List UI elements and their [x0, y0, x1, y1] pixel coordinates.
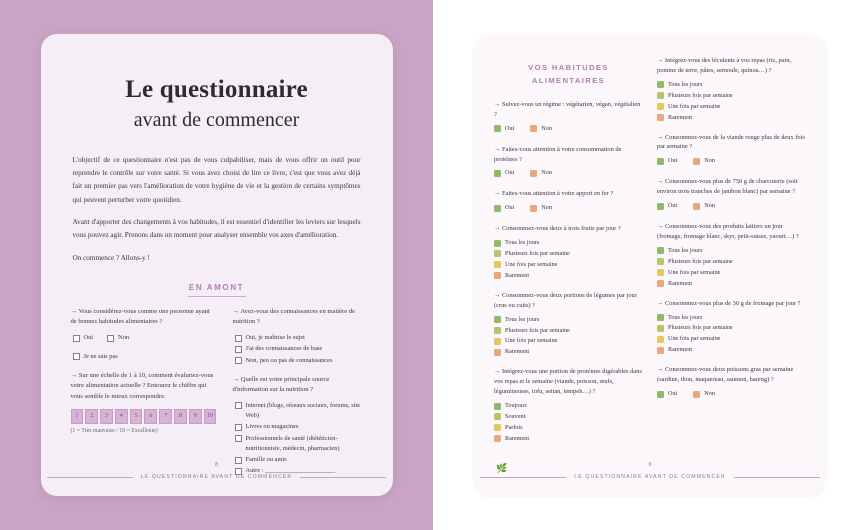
option-label: Une fois par semaine — [505, 260, 558, 268]
option-item[interactable] — [494, 238, 643, 248]
checkbox-icon[interactable] — [693, 203, 700, 210]
section-divider — [188, 296, 246, 297]
rating-scale[interactable] — [71, 409, 217, 424]
left-page-content — [41, 34, 393, 485]
option-label: Tous les jours — [505, 239, 540, 247]
checkbox-icon[interactable] — [494, 261, 501, 268]
option-item[interactable] — [530, 203, 552, 213]
question-text: → Quelle est votre principale source d'information sur la nutrition ? — [232, 375, 330, 394]
checkbox-icon[interactable] — [494, 272, 501, 279]
option-item[interactable] — [657, 102, 806, 112]
option-label: Famille ou amis — [245, 456, 287, 463]
option-label: Plusieurs fois par semaine — [668, 91, 733, 99]
right-questions-columns — [494, 56, 806, 496]
checkbox-icon[interactable] — [494, 424, 501, 431]
option-label: Une fois par semaine — [668, 335, 721, 343]
option-item[interactable] — [494, 124, 514, 134]
intro-paragraph: Avant d'apporter des changements à vos habitudes, il est essentiel d'identifier les leviers sur lesquels vous pouvez agir. Prenons dans un moment pour analyser ensemble vos axes d'amélioration. — [72, 218, 361, 240]
question-text: → Avez-vous des connaissances en matière de nutrition ? — [232, 307, 356, 326]
option-item[interactable] — [494, 423, 643, 433]
answer-options — [494, 238, 643, 281]
intro-paragraph: L'objectif de ce questionnaire n'est pas de vous culpabiliser, mais de vous offrir un outil pour reprendre le contrôle sur votre santé. Si vous avez choisi de lire ce livre, c'est que vous avez déjà fait un premier pas vers l'amélioration de votre hygiène de vie et la gestion de certains symptômes qui peuvent perturber votre quotidien. — [72, 155, 361, 204]
checkbox-icon[interactable] — [494, 338, 501, 345]
answer-options — [235, 333, 363, 366]
page-number: 9 — [648, 462, 652, 468]
footer-rule-right — [734, 477, 820, 478]
question-text: → Consommez-vous deux poissons gras par semaine (sardine, thon, maquereau, saumon, hareng) ? — [657, 366, 794, 384]
option-label: Oui — [668, 157, 678, 165]
question-text: → Intégrez-vous une portion de protéines digérables dans vos repas et le semaine (viande, poisson, œufs, légumineuses, tofu, seitan, tempeh…) ? — [494, 368, 642, 396]
option-item[interactable] — [657, 91, 806, 101]
checkbox-icon[interactable] — [494, 170, 501, 177]
option-label: Tous les jours — [668, 246, 703, 254]
checkbox-icon[interactable] — [657, 314, 664, 321]
option-label: Professionnels de santé (diététicien-nutritionniste, médecin, pharmacien) — [245, 434, 340, 452]
checkbox-icon[interactable] — [657, 203, 664, 210]
option-item[interactable] — [657, 334, 806, 344]
right-page-card — [474, 34, 826, 496]
footer-rule-right — [300, 477, 386, 478]
option-label: Une fois par semaine — [668, 268, 721, 276]
scale-cell[interactable]: 10 — [204, 409, 217, 424]
checkbox-icon[interactable] — [657, 336, 664, 343]
checkbox-icon[interactable] — [657, 347, 664, 354]
checkbox-icon[interactable] — [494, 250, 501, 257]
checkbox-icon[interactable] — [73, 335, 80, 342]
checkbox-icon[interactable] — [235, 335, 242, 342]
option-item[interactable] — [494, 260, 643, 270]
option-item[interactable] — [494, 434, 643, 444]
right-column-1 — [494, 56, 643, 496]
scale-cell[interactable]: 6 — [144, 409, 157, 424]
option-label: J'ai des connaissances de base — [245, 345, 323, 353]
scale-cell[interactable]: 5 — [130, 409, 143, 424]
page-number: 8 — [214, 462, 219, 468]
answer-options — [494, 124, 643, 135]
option-item[interactable] — [107, 333, 129, 343]
option-label: Souvent — [505, 413, 526, 421]
option-label: Non — [541, 204, 552, 212]
checkbox-icon[interactable] — [494, 205, 501, 212]
option-label: Tous les jours — [668, 313, 703, 321]
answer-options — [657, 156, 806, 167]
checkbox-icon[interactable] — [494, 403, 501, 410]
section-heading-habitudes — [494, 62, 643, 88]
option-item[interactable] — [494, 168, 514, 178]
checkbox-icon[interactable] — [657, 247, 664, 254]
answer-options — [494, 315, 643, 358]
checkbox-icon[interactable] — [657, 269, 664, 276]
option-label: Oui — [668, 202, 678, 210]
option-label: Oui — [83, 334, 94, 342]
option-item[interactable] — [494, 315, 643, 325]
question-text: → Consommez-vous deux à trois fruits par jour ? — [494, 225, 621, 233]
option-item[interactable] — [693, 389, 715, 399]
option-item[interactable] — [657, 279, 806, 289]
option-label: Non — [541, 169, 552, 177]
option-item[interactable] — [235, 333, 363, 343]
answer-options — [494, 203, 643, 214]
option-label: Plusieurs fois par semaine — [505, 326, 570, 334]
option-label: Rarement — [505, 348, 530, 356]
option-item[interactable] — [657, 257, 806, 267]
checkbox-icon[interactable] — [235, 424, 242, 431]
section-heading-line1: VOS HABITUDES — [528, 63, 609, 72]
option-label: Rarement — [668, 346, 693, 354]
leaf-icon: 🌿 — [496, 463, 508, 473]
section-heading-line2: ALIMENTAIRES — [531, 75, 606, 85]
page-footer — [474, 474, 826, 480]
footer-text: LE QUESTIONNAIRE AVANT DE COMMENCER — [140, 474, 293, 480]
option-item[interactable] — [494, 412, 643, 422]
option-item[interactable] — [530, 168, 552, 178]
option-label: Toujours — [505, 402, 527, 410]
option-label: Non — [541, 124, 552, 132]
option-item[interactable] — [530, 124, 552, 134]
checkbox-icon[interactable] — [530, 125, 537, 132]
checkbox-icon[interactable] — [494, 125, 501, 132]
option-label: Rarement — [668, 113, 693, 121]
option-item[interactable] — [693, 156, 715, 166]
option-item[interactable] — [494, 271, 643, 281]
footer-rule-left — [480, 477, 566, 478]
option-label: Oui — [668, 390, 678, 398]
footer-text: LE QUESTIONNAIRE AVANT DE COMMENCER — [574, 474, 726, 480]
option-label: Non, peu ou pas de connaissances — [245, 356, 333, 364]
question-text: → Faites-vous attention à votre apport en fer ? — [494, 190, 614, 198]
checkbox-icon[interactable] — [530, 205, 537, 212]
checkbox-icon[interactable] — [693, 391, 700, 398]
option-item[interactable] — [494, 347, 643, 357]
checkbox-icon[interactable] — [693, 158, 700, 165]
page-subtitle: avant de commencer — [133, 108, 300, 131]
option-item[interactable] — [494, 203, 514, 213]
option-item[interactable] — [657, 113, 806, 123]
option-label: Oui — [505, 204, 515, 212]
intro-paragraph: On commence ? Allons-y ! — [72, 253, 150, 262]
option-label: Tous les jours — [668, 80, 703, 88]
left-page-card — [41, 34, 393, 496]
scale-cell[interactable]: 2 — [85, 409, 98, 424]
question-text: → Consommez-vous de la viande rouge plus de deux fois par semaine ? — [657, 133, 805, 151]
right-page-content — [474, 34, 826, 496]
option-label: Rarement — [505, 271, 530, 279]
answer-options — [657, 246, 806, 289]
option-item[interactable] — [235, 401, 363, 421]
checkbox-icon[interactable] — [494, 327, 501, 334]
option-item[interactable] — [657, 323, 806, 333]
right-column-2 — [657, 56, 806, 496]
checkbox-icon[interactable] — [657, 81, 664, 88]
option-label: Non — [704, 202, 715, 210]
checkbox-icon[interactable] — [657, 280, 664, 287]
checkbox-icon[interactable] — [235, 435, 242, 442]
checkbox-icon[interactable] — [657, 258, 664, 265]
option-item[interactable] — [235, 422, 363, 432]
option-item[interactable] — [235, 356, 363, 366]
option-item[interactable] — [657, 313, 806, 323]
question-text: → Consommez-vous plus de 750 g de charcuterie (soit environ trois tranches de jambon blanc) par semaine ? — [657, 178, 798, 196]
option-label: Livres ou magazines — [245, 423, 299, 431]
option-label: Non — [704, 390, 715, 398]
option-label: Non — [118, 334, 130, 342]
checkbox-icon[interactable] — [530, 170, 537, 177]
scale-cell[interactable]: 1 — [71, 409, 84, 424]
checkbox-icon[interactable] — [494, 349, 501, 356]
option-item[interactable] — [657, 389, 677, 399]
option-item[interactable] — [494, 401, 643, 411]
scale-cell[interactable]: 8 — [174, 409, 187, 424]
checkbox-icon[interactable] — [494, 240, 501, 247]
checkbox-icon[interactable] — [73, 353, 80, 360]
checkbox-icon[interactable] — [494, 435, 501, 442]
checkbox-icon[interactable] — [107, 335, 114, 342]
scale-cell[interactable]: 7 — [159, 409, 172, 424]
question-text: → Consommez-vous deux portions de légumes par jour (crus ou cuits) ? — [494, 291, 637, 309]
option-item[interactable] — [494, 249, 643, 259]
left-page — [0, 0, 433, 530]
checkbox-icon[interactable] — [235, 357, 242, 364]
checkbox-icon[interactable] — [657, 92, 664, 99]
section-heading-en-amont: EN AMONT — [188, 282, 245, 292]
question-text: → Faites-vous attention à votre consommation de protéines ? — [494, 145, 622, 163]
checkbox-icon[interactable] — [657, 103, 664, 110]
option-item[interactable] — [657, 156, 677, 166]
answer-options — [657, 201, 806, 212]
option-label: Non — [704, 157, 715, 165]
checkbox-icon[interactable] — [657, 114, 664, 121]
option-item[interactable] — [73, 333, 94, 343]
option-label: Je ne sais pas — [83, 352, 118, 360]
questions-columns — [71, 307, 363, 485]
option-label: Internet (blogs, réseaux sociaux, forums, site Web) — [245, 401, 361, 419]
question-text: → Sur une échelle de 1 à 10, comment évaluriez-vous votre alimentation actuelle ? Entourez le chiffre qui vous semble le mieux correspondre. — [70, 371, 214, 400]
answer-options — [657, 80, 806, 123]
footer-rule-left — [47, 477, 133, 478]
option-label: Plusieurs fois par semaine — [505, 250, 570, 258]
option-item[interactable] — [693, 201, 715, 211]
checkbox-icon[interactable] — [657, 158, 664, 165]
right-page — [433, 0, 867, 530]
option-item[interactable] — [494, 326, 643, 336]
option-label: Une fois par semaine — [668, 102, 721, 110]
page-title: Le questionnaire — [125, 76, 308, 103]
answer-options — [494, 168, 643, 179]
answer-options — [494, 401, 643, 444]
question-text: → Consommez-vous plus de 30 g de fromage par jour ? — [657, 299, 801, 307]
option-label: Rarement — [505, 434, 530, 442]
option-label: Rarement — [668, 279, 693, 287]
option-item[interactable] — [657, 268, 806, 278]
option-item[interactable] — [235, 344, 363, 354]
option-label: Autre : ______________________ — [245, 467, 336, 475]
checkbox-icon[interactable] — [494, 413, 501, 420]
questions-column-1 — [71, 307, 217, 485]
checkbox-icon[interactable] — [235, 346, 242, 353]
option-item[interactable] — [73, 352, 217, 362]
answer-options — [73, 333, 217, 343]
question-text: → Suivez-vous un régime : végétarien, végan, végétalien ? — [494, 100, 641, 118]
answer-options — [657, 313, 806, 356]
scale-cell[interactable]: 4 — [115, 409, 128, 424]
option-item[interactable] — [657, 201, 677, 211]
option-item[interactable] — [235, 434, 363, 454]
checkbox-icon[interactable] — [657, 391, 664, 398]
question-text: → Intégrez-vous des féculents à vos repas (riz, pain, pomme de terre, pâtes, semoule, quinoa…) ? — [657, 57, 792, 74]
option-label: Oui — [505, 124, 515, 132]
scale-cell[interactable]: 3 — [100, 409, 113, 424]
question-text: → Vous considérez-vous comme une personne ayant de bonnes habitudes alimentaires ? — [70, 307, 210, 326]
option-label: Plusieurs fois par semaine — [668, 257, 733, 265]
question-text: → Consommez-vous des produits laitiers un jour (fromage, fromage blanc, skyr, petit-suisse, yaourt…) ? — [657, 223, 799, 240]
option-label: Oui, je maîtrise le sujet — [245, 334, 305, 342]
checkbox-icon[interactable] — [235, 402, 242, 409]
questions-column-2 — [233, 307, 363, 485]
checkbox-icon[interactable] — [657, 325, 664, 332]
intro-text — [73, 154, 361, 265]
scale-note: (1 = Très mauvaise / 10 = Excellente) — [70, 427, 158, 434]
option-label: Plusieurs fois par semaine — [668, 324, 733, 332]
option-item[interactable] — [657, 345, 806, 355]
answer-options — [73, 352, 217, 362]
option-label: Parfois — [505, 423, 523, 431]
option-item[interactable] — [494, 336, 643, 346]
option-label: Oui — [505, 169, 515, 177]
checkbox-icon[interactable] — [494, 316, 501, 323]
answer-options — [657, 389, 806, 400]
option-label: Tous les jours — [505, 315, 540, 323]
option-label: Une fois par semaine — [505, 337, 558, 345]
option-item[interactable] — [657, 80, 806, 90]
scale-cell[interactable]: 9 — [189, 409, 202, 424]
option-item[interactable] — [657, 246, 806, 256]
page-footer — [41, 474, 393, 480]
